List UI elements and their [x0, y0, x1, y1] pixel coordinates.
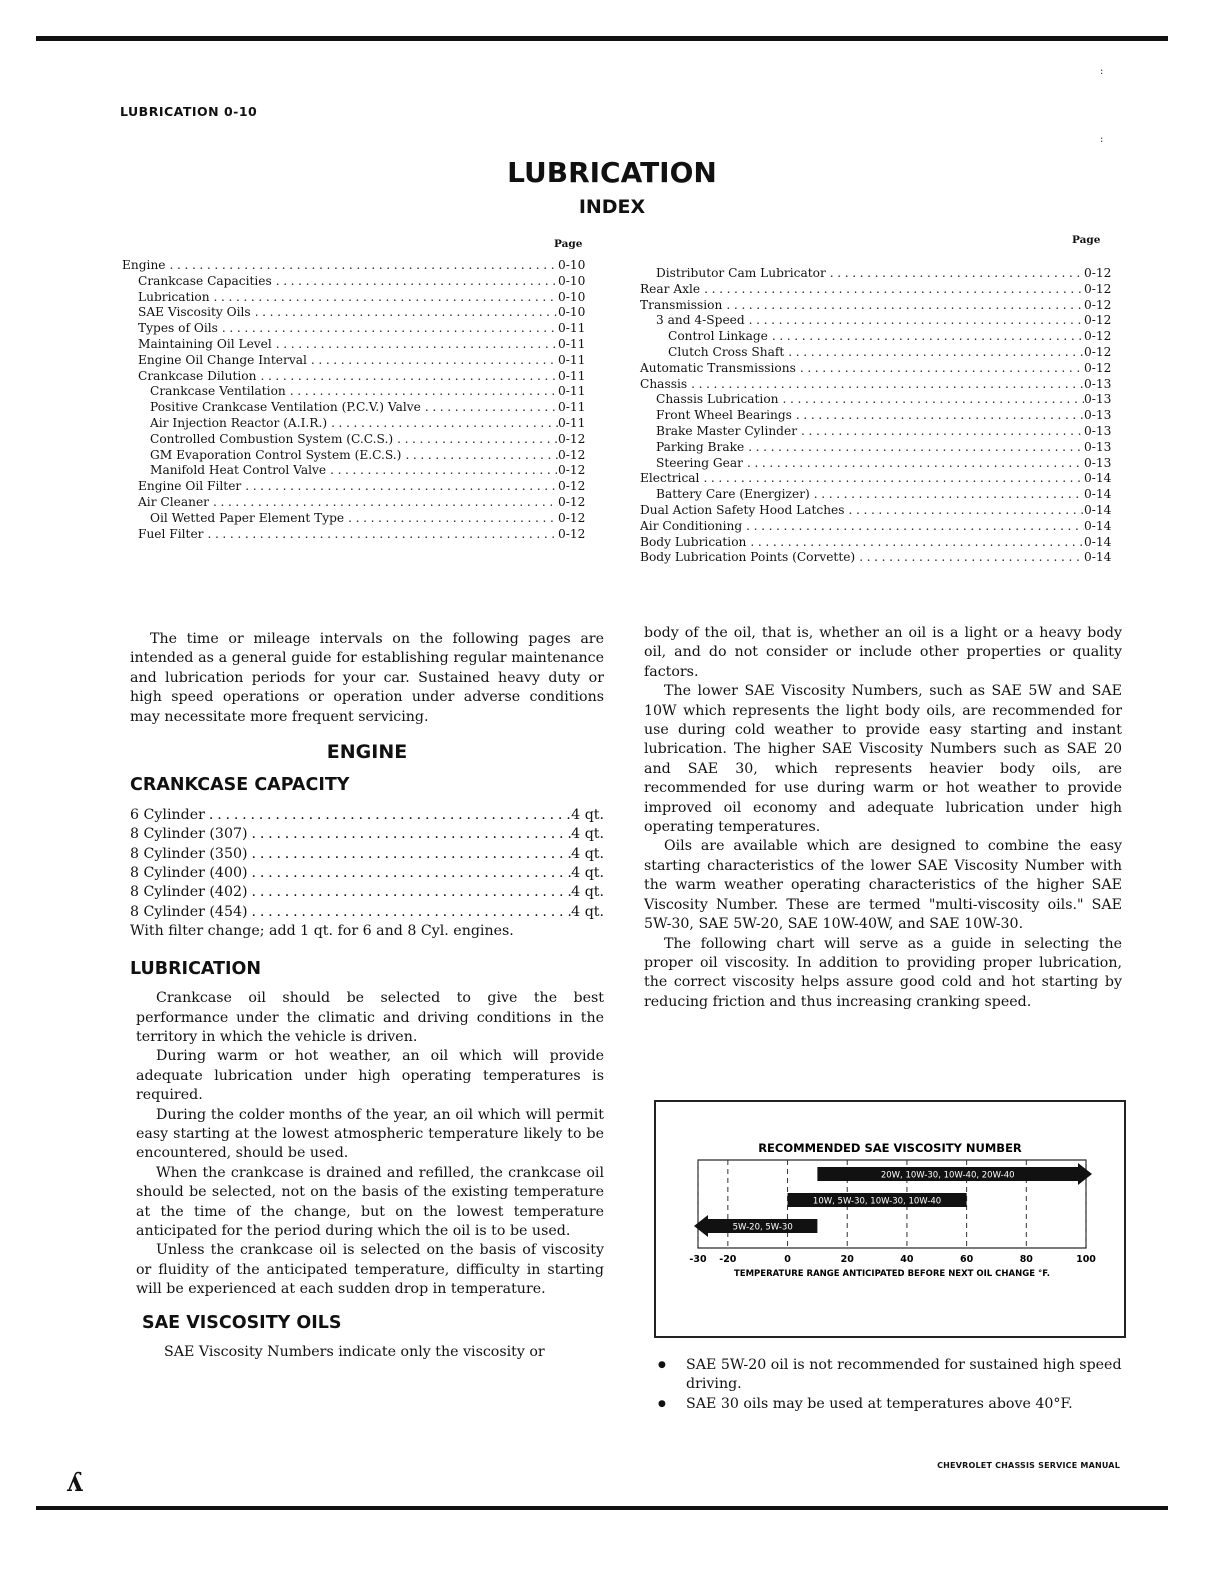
index-entry: [640, 392, 1118, 408]
filter-note: With filter change; add 1 qt. for 6 and 8 Cyl. engines.: [130, 923, 514, 940]
index-entry-page: 0-14: [1084, 471, 1112, 486]
capacity-value: 4 qt.: [571, 826, 604, 843]
viscosity-paragraph: body of the oil, that is, whether an oil is a light or a heavy body oil, and do not consider or include other properties or quality factors.: [644, 625, 1122, 680]
chart-tick-label: -30: [689, 1254, 707, 1265]
index-leader-dots: [327, 416, 558, 432]
index-entry-label: Positive Crankcase Ventilation (P.C.V.) Valve: [150, 400, 421, 415]
index-entry-label: Engine Oil Change Interval: [138, 352, 307, 367]
index-entry-label: Oil Wetted Paper Element Type: [150, 510, 345, 525]
index-entry-label: Types of Oils: [138, 321, 218, 336]
capacity-label: 8 Cylinder (402): [130, 884, 248, 901]
capacity-label: 8 Cylinder (350): [130, 845, 248, 862]
index-entry: [122, 511, 592, 527]
notes-list: [656, 1356, 1136, 1414]
chart-tick-label: 80: [1019, 1254, 1033, 1265]
viscosity-paragraph: The following chart will serve as a guide in selecting the proper oil viscosity. In addition to providing proper lubrication, the correct viscosity helps assure good cold and hot starting by reducing friction and thus increasing cranking speed.: [644, 935, 1122, 1010]
index-entry-page: 0-12: [1084, 266, 1112, 280]
index-entry: [122, 479, 592, 495]
capacity-value: 4 qt.: [571, 806, 604, 823]
chart-bar-label: 5W-20, 5W-30: [732, 1222, 793, 1233]
chart-tick-label: 20: [840, 1254, 854, 1265]
lubrication-paragraph: Crankcase oil should be selected to give the best performance under the climatic and driving conditions in the territory in which the vehicle is driven.: [136, 990, 604, 1045]
index-leader-dots: [855, 550, 1084, 566]
index-entry: [640, 377, 1118, 393]
index-entry-label: Crankcase Dilution: [138, 368, 257, 383]
corner-mark: :: [1100, 134, 1104, 145]
index-entry-label: Front Wheel Bearings: [656, 408, 792, 423]
footer-brand: CHEVROLET CHASSIS SERVICE MANUAL: [937, 1461, 1120, 1470]
index-entry-page: 0-12: [1084, 313, 1112, 328]
index-entry-page: 0-12: [1084, 344, 1112, 359]
index-entry: [640, 298, 1118, 314]
index-entry-label: Manifold Heat Control Valve: [150, 463, 327, 478]
index-entry: [640, 440, 1118, 456]
index-entry-label: Air Cleaner: [138, 494, 209, 509]
index-entry: [640, 329, 1118, 345]
index-entry-label: Lubrication: [138, 289, 210, 304]
index-entry-label: GM Evaporation Control System (E.C.S.): [150, 447, 402, 462]
capacity-row: [130, 883, 604, 902]
viscosity-paragraph: Oils are available which are designed to combine the easy starting characteristics of the lower SAE Viscosity Number with the warm weather operating characteristics of the higher SAE Viscosity Number. These are termed "multi-viscosity oils." SAE 5W-30, SAE 5W-20, SAE 10W-40W, and SAE 10W-30.: [644, 838, 1122, 933]
note-item: ● SAE 5W-20 oil is not recommended for sustained high speed driving.: [656, 1356, 1136, 1395]
index-leader-dots: [722, 298, 1084, 314]
index-entry: [640, 519, 1118, 535]
lubrication-paragraphs: [130, 989, 604, 1300]
capacity-row: [130, 864, 604, 883]
index-leader-dots: [742, 519, 1084, 535]
index-entry-page: 0-14: [1084, 534, 1112, 549]
index-left-column: [122, 258, 592, 542]
index-entry-label: Crankcase Capacities: [138, 273, 272, 288]
index-entry-page: 0-10: [558, 273, 586, 288]
index-leader-dots: [272, 274, 558, 290]
index-entry: [640, 345, 1118, 361]
index-title: INDEX: [578, 196, 646, 218]
index-entry-label: Chassis: [640, 376, 688, 391]
index-entry: [122, 495, 592, 511]
index-entry: [122, 274, 592, 290]
index-entry: [640, 471, 1118, 487]
index-entry: [640, 456, 1118, 472]
sae-heading: SAE VISCOSITY OILS: [142, 1312, 342, 1333]
chart-x-axis-label: TEMPERATURE RANGE ANTICIPATED BEFORE NEXT OIL CHANGE °F.: [733, 1269, 1051, 1279]
index-leader-dots: [256, 369, 558, 385]
index-entry-page: 0-12: [558, 447, 586, 462]
index-leader-dots: [779, 392, 1084, 408]
viscosity-chart-svg: [656, 1102, 1124, 1336]
index-entry-page: 0-11: [558, 321, 586, 336]
capacity-leader-dots: [248, 864, 572, 883]
index-entry-label: Controlled Combustion System (C.C.S.): [150, 431, 394, 446]
index-entry: [640, 503, 1118, 519]
index-entry: [122, 258, 592, 274]
index-leader-dots: [393, 432, 558, 448]
index-entry-page: 0-12: [1084, 329, 1112, 344]
index-entry: [640, 266, 1118, 282]
capacity-leader-dots: [248, 883, 572, 902]
lubrication-paragraph: During the colder months of the year, an oil which will permit easy starting at the lowest atmospheric temperature likely to be encountered, should be used.: [136, 1106, 604, 1162]
right-body-column: [644, 624, 1122, 1012]
index-entry-label: Dual Action Safety Hood Latches: [640, 502, 845, 517]
index-entry-page: 0-12: [1084, 281, 1112, 296]
index-entry-label: Air Injection Reactor (A.I.R.): [150, 415, 328, 430]
index-entry-label: 3 and 4-Speed: [656, 313, 745, 328]
chart-tick-label: 0: [784, 1254, 791, 1265]
index-entry: [122, 432, 592, 448]
index-entry-label: Crankcase Ventilation: [150, 384, 286, 399]
index-entry: [640, 487, 1118, 503]
index-entry: [122, 384, 592, 400]
index-entry-page: 0-12: [558, 494, 586, 509]
index-leader-dots: [166, 258, 558, 274]
index-leader-dots: [797, 424, 1084, 440]
capacity-value: 4 qt.: [571, 845, 604, 862]
index-entry-label: Body Lubrication Points (Corvette): [640, 550, 856, 565]
capacity-value: 4 qt.: [571, 884, 604, 901]
index-entry-label: Fuel Filter: [138, 526, 204, 541]
index-entry: [640, 424, 1118, 440]
lubrication-paragraph: When the crankcase is drained and refilled, the crankcase oil should be selected, not on the basis of the existing temperature at the time of the change, but on the lowest temperature anticipated for the period during which the oil is to be used.: [136, 1164, 604, 1239]
index-entry-label: Body Lubrication: [640, 534, 747, 549]
index-entry-label: Brake Master Cylinder: [656, 423, 798, 438]
index-entry-page: 0-13: [1084, 376, 1112, 391]
index-leader-dots: [401, 448, 558, 464]
lubrication-paragraph: During warm or hot weather, an oil which will provide adequate lubrication under high operating temperatures is required.: [136, 1048, 604, 1104]
index-entry-label: Chassis Lubrication: [656, 392, 779, 407]
index-leader-dots: [700, 282, 1084, 298]
chart-title: RECOMMENDED SAE VISCOSITY NUMBER: [758, 1141, 1022, 1155]
index-leader-dots: [784, 345, 1084, 361]
index-leader-dots: [699, 471, 1084, 487]
index-entry: [122, 416, 592, 432]
left-body-column: [130, 630, 604, 1362]
index-leader-dots: [286, 384, 558, 400]
index-entry-label: Distributor Cam Lubricator: [656, 266, 826, 280]
index-entry: [640, 361, 1118, 377]
chart-bar-label: 20W, 10W-30, 10W-40, 20W-40: [880, 1170, 1015, 1181]
index-entry-page: 0-14: [1084, 518, 1112, 533]
index-entry-label: Engine Oil Filter: [138, 479, 242, 494]
index-leader-dots: [209, 495, 558, 511]
index-entry-label: Automatic Transmissions: [640, 360, 796, 375]
index-entry-page: 0-14: [1084, 487, 1112, 502]
index-entry-label: Steering Gear: [656, 455, 743, 470]
index-entry-page: 0-11: [558, 352, 586, 367]
index-entry: [122, 400, 592, 416]
index-entry-label: Control Linkage: [668, 329, 768, 344]
index-leader-dots: [768, 329, 1084, 345]
index-entry-label: Parking Brake: [656, 439, 745, 454]
capacity-label: 8 Cylinder (454): [130, 903, 248, 920]
index-entry: [640, 408, 1118, 424]
index-entry: [122, 353, 592, 369]
chart-arrowhead: [1078, 1163, 1092, 1185]
index-entry-label: SAE Viscosity Oils: [138, 305, 251, 320]
chart-tick-label: 40: [900, 1254, 914, 1265]
index-entry-page: 0-12: [1084, 297, 1112, 312]
viscosity-chart: [654, 1100, 1126, 1338]
index-entry-page: 0-13: [1084, 439, 1112, 454]
index-leader-dots: [326, 463, 558, 479]
capacity-leader-dots: [248, 903, 572, 922]
index-entry: [122, 337, 592, 353]
index-entry: [640, 550, 1118, 566]
capacity-label: 6 Cylinder: [130, 806, 205, 823]
viscosity-paragraph: The lower SAE Viscosity Numbers, such as SAE 5W and SAE 10W which represents the light body oils, are recommended for use during cold weather to provide easy starting and instant lubrication. The higher SAE Viscosity Numbers such as SAE 20 and SAE 30, which represents heavier body oils, are recommended for use during warm or hot weather to provide improved oil economy and adequate lubrication under high operating temperatures.: [644, 683, 1122, 836]
index-entry-page: 0-13: [1084, 455, 1112, 470]
index-entry-page: 0-12: [558, 510, 586, 525]
running-head: LUBRICATION 0-10: [120, 104, 258, 119]
index-entry-page: 0-13: [1084, 392, 1112, 407]
index-entry-label: Rear Axle: [640, 281, 701, 296]
index-entry-page: 0-10: [558, 305, 586, 320]
lubrication-paragraph: Unless the crankcase oil is selected on the basis of viscosity or fluidity of the anticipated temperature, difficulty in starting will be experienced at each sudden drop in temperature.: [136, 1242, 604, 1298]
index-entry-label: Battery Care (Energizer): [656, 487, 810, 502]
index-entry-label: Clutch Cross Shaft: [668, 344, 785, 359]
index-leader-dots: [744, 440, 1084, 456]
index-entry-page: 0-11: [558, 400, 586, 415]
index-entry: [122, 321, 592, 337]
capacity-value: 4 qt.: [571, 903, 604, 920]
capacity-row: [130, 825, 604, 844]
index-leader-dots: [845, 503, 1084, 519]
index-entry: [122, 463, 592, 479]
index-entry-page: 0-10: [558, 289, 586, 304]
capacity-row: [130, 903, 604, 922]
index-entry-page: 0-12: [1084, 360, 1112, 375]
index-leader-dots: [421, 400, 558, 416]
index-entry-page: 0-14: [1084, 550, 1112, 565]
engine-heading: ENGINE: [326, 741, 408, 764]
chart-bar-label: 10W, 5W-30, 10W-30, 10W-40: [812, 1196, 942, 1207]
page-title: LUBRICATION: [507, 156, 717, 189]
index-entry-page: 0-12: [558, 463, 586, 478]
chart-tick-label: -20: [719, 1254, 737, 1265]
index-entry: [122, 305, 592, 321]
capacity-label: 8 Cylinder (400): [130, 865, 248, 882]
capacity-row: [130, 806, 604, 825]
index-entry: [122, 290, 592, 306]
index-entry-label: Engine: [122, 258, 166, 272]
index-leader-dots: [272, 337, 558, 353]
chart-tick-label: 60: [959, 1254, 974, 1265]
index-entry-page: 0-13: [1084, 408, 1112, 423]
sae-paragraph: SAE Viscosity Numbers indicate only the viscosity or: [164, 1344, 545, 1360]
index-leader-dots: [743, 456, 1084, 472]
index-leader-dots: [745, 313, 1084, 329]
index-leader-dots: [344, 511, 558, 527]
index-page-header: Page: [554, 238, 583, 250]
index-leader-dots: [826, 266, 1084, 282]
index-leader-dots: [218, 321, 558, 337]
index-leader-dots: [307, 353, 558, 369]
capacity-row: [130, 845, 604, 864]
index-entry-page: 0-11: [558, 368, 586, 383]
index-entry-label: Maintaining Oil Level: [138, 336, 272, 351]
chart-arrowhead: [694, 1215, 708, 1237]
index-entry-page: 0-11: [558, 384, 586, 399]
index-entry-page: 0-12: [558, 479, 586, 494]
index-leader-dots: [746, 535, 1084, 551]
index-right-column: [640, 266, 1118, 566]
corner-mark: :: [1100, 66, 1104, 77]
index-entry-page: 0-13: [1084, 423, 1112, 438]
index-entry-label: Electrical: [640, 471, 700, 486]
note-item: ● SAE 30 oils may be used at temperatures above 40°F.: [656, 1395, 1136, 1414]
capacity-leader-dots: [205, 806, 571, 825]
corner-glyph: ʎ: [66, 1468, 83, 1498]
index-entry: [640, 282, 1118, 298]
index-leader-dots: [792, 408, 1084, 424]
index-entry: [640, 313, 1118, 329]
top-rule: [36, 36, 1168, 41]
index-entry: [122, 448, 592, 464]
index-entry-page: 0-14: [1084, 502, 1112, 517]
index-entry: [122, 527, 592, 543]
index-entry-label: Transmission: [640, 297, 723, 312]
index-entry-page: 0-11: [558, 415, 586, 430]
capacity-leader-dots: [248, 825, 572, 844]
index-entry: [640, 535, 1118, 551]
capacity-list: [130, 806, 604, 922]
index-leader-dots: [251, 305, 558, 321]
index-entry-page: 0-10: [558, 258, 586, 272]
index-entry-page: 0-12: [558, 526, 586, 541]
bottom-rule: [36, 1506, 1168, 1510]
chart-tick-label: 100: [1076, 1254, 1096, 1265]
index-leader-dots: [810, 487, 1084, 503]
intro-paragraph: The time or mileage intervals on the following pages are intended as a general guide for establishing regular maintenance and lubrication periods for your car. Sustained heavy duty or high speed operations or operation under adverse conditions may necessitate more frequent servicing.: [130, 631, 604, 725]
index-entry: [122, 369, 592, 385]
index-entry-page: 0-11: [558, 336, 586, 351]
index-entry-label: Air Conditioning: [640, 518, 743, 533]
capacity-value: 4 qt.: [571, 865, 604, 882]
lubrication-heading: LUBRICATION: [130, 958, 262, 979]
capacity-leader-dots: [248, 845, 572, 864]
index-leader-dots: [203, 527, 558, 543]
index-leader-dots: [687, 377, 1084, 393]
index-leader-dots: [796, 361, 1084, 377]
index-entry-page: 0-12: [558, 431, 586, 446]
index-leader-dots: [241, 479, 558, 495]
index-page-header: Page: [1072, 234, 1101, 246]
index-leader-dots: [210, 290, 558, 306]
crankcase-heading: CRANKCASE CAPACITY: [130, 775, 350, 796]
capacity-label: 8 Cylinder (307): [130, 826, 248, 843]
